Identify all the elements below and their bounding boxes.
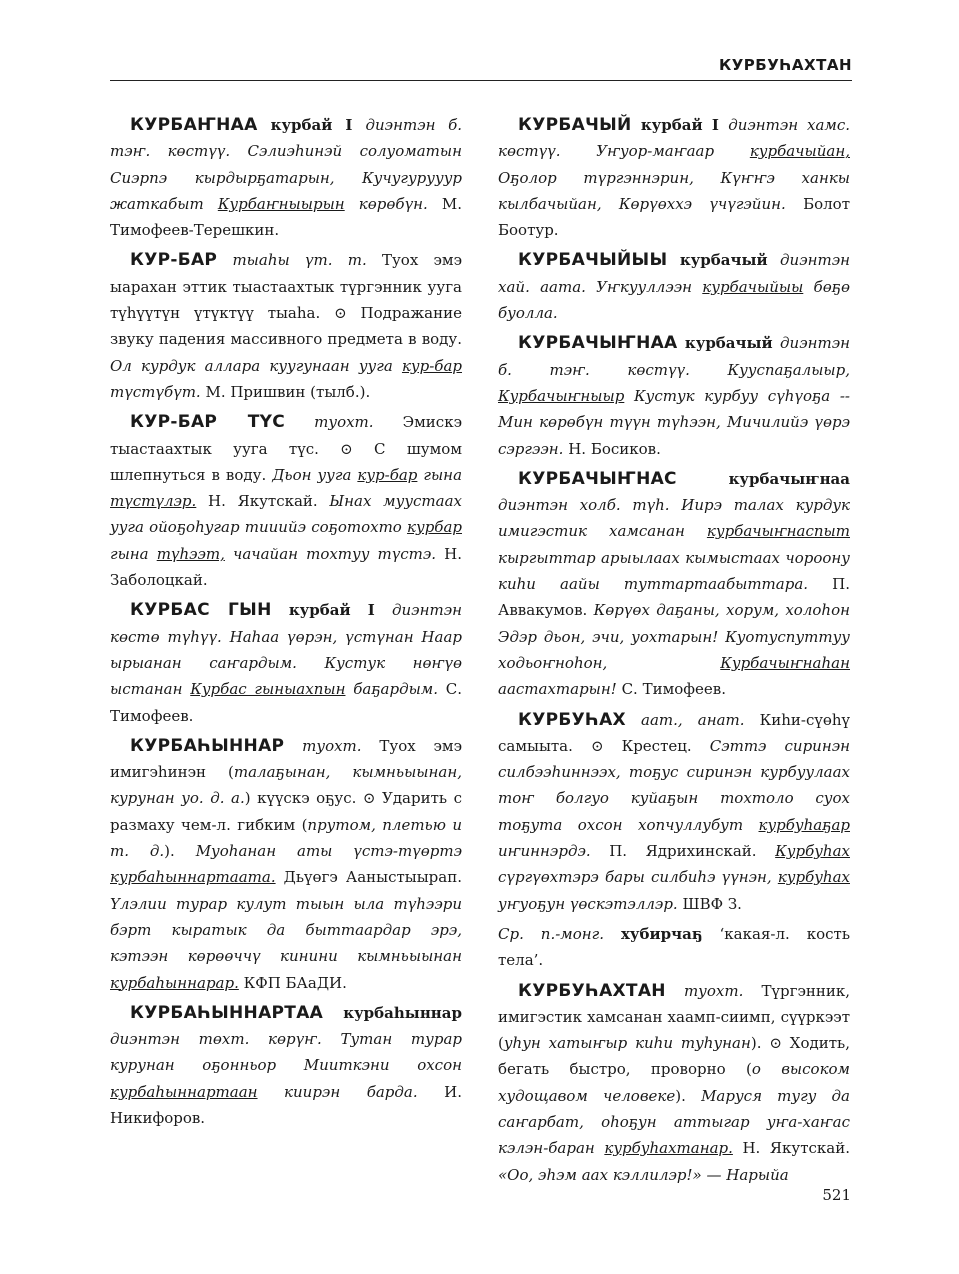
- entry-text: тыаһы үт. т.: [217, 251, 382, 270]
- headword: КУРБАЧЫЙЫЫ: [518, 250, 668, 271]
- entry-text: курбачыйан,: [749, 142, 850, 161]
- entry-text: Курбас гыныахпын: [190, 680, 346, 699]
- entry-text: Ср. п.-монг.: [498, 924, 621, 943]
- headword: КУР-БАР ТҮС: [130, 412, 286, 433]
- left-column: [110, 112, 462, 1135]
- right-column: [498, 112, 850, 1192]
- entry-text: ) күүскэ оҕус. ⊙ Ударить с размаху чем-л. гибким (: [110, 789, 462, 834]
- entry-text: уһун хатыҥыр киһи туһунан: [503, 1034, 751, 1053]
- entry-text: талаҕынан, кымньыынан, курунан уо. д. а.: [110, 763, 462, 808]
- dictionary-entry: [110, 409, 462, 593]
- entry-text: курбачыҥнаспыт: [706, 522, 850, 541]
- entry-text: Ол курдук аллара куугунаан ууга: [110, 356, 402, 375]
- headword: КУРБАС ГЫН: [130, 600, 272, 621]
- entry-text: Н. Заболоцкай.: [110, 544, 462, 590]
- entry-text: Эмискэ тыастаахтык ууга түс. ⊙ С шумом шлепнуться в воду.: [110, 413, 462, 484]
- entry-text: курбай I: [631, 116, 729, 134]
- entry-text: курбар: [407, 518, 462, 537]
- entry-text: курбуһах: [777, 868, 850, 887]
- entry-text: ). ⊙ Ходить, бегать быстро, проворно (: [498, 1034, 850, 1079]
- entry-text: диэнтэн көстө түһүү. Наһаа үөрэн, үстүнан Наар ырыанан саҥардым. Кустук нөҥүө ыстанан: [110, 601, 462, 699]
- entry-text: кур-бар: [357, 465, 418, 484]
- dictionary-entry: [498, 978, 850, 1188]
- entry-text: диэнтэн төхт. көрүҥ. Тутан турар курунан оҕонньор Мииткэни охсон: [110, 1030, 462, 1075]
- entry-text: Н. Якутскай.: [196, 492, 330, 511]
- dictionary-entry: [110, 247, 462, 405]
- entry-text: Туох эмэ имигэһинэн (: [110, 736, 462, 782]
- entry-text: курбачый: [677, 334, 781, 353]
- entry-text: түстүлэр.: [110, 492, 197, 511]
- entry-text: Үлэлии турар кулут тыын ыла түһээри бэрт кыратык да быттаардар эрэ, кэтээн көрөөччү кинини кымньыынан: [110, 894, 462, 966]
- entry-text: Курбуһах: [775, 842, 850, 861]
- entry-text: Ынах муустаах ууга ойоҕоһугар тииийэ соҕотохто: [110, 492, 462, 537]
- entry-text: кур-бар: [401, 356, 462, 375]
- entry-text: курбаһыннар: [323, 1003, 462, 1022]
- running-head-title: КУРБУҺАХТАН: [718, 56, 852, 74]
- dictionary-entry: [498, 466, 850, 703]
- entry-text: Маруся тугу да саҥарбат, оһоҕун аттыгар уҥа-хаҥас кэлэн-баран: [498, 1086, 850, 1158]
- headword: КУРБАҤНАА: [130, 115, 258, 135]
- entry-text: ШВФ З.: [677, 894, 742, 913]
- entry-text: курбачый: [667, 251, 781, 270]
- entry-text: ).: [675, 1086, 702, 1105]
- entry-text: туохт.: [665, 981, 762, 1000]
- dictionary-entry: [110, 597, 462, 728]
- headword: КУРБУҺАХ: [518, 709, 626, 730]
- entry-text: курбаһыннартаата.: [110, 868, 276, 887]
- entry-text: киирэн барда.: [257, 1082, 418, 1101]
- entry-text: иҥиннэрдэ.: [498, 842, 591, 861]
- entry-text: курбай I: [257, 116, 366, 134]
- entry-text: курбачыҥнаа: [676, 469, 850, 488]
- entry-text: аастахтарын!: [498, 680, 617, 699]
- entry-text: Курбачыҥнаһан: [720, 653, 850, 672]
- entry-text: С. Тимофеев.: [110, 680, 462, 725]
- entry-text: Сэттэ сиринэн силбээһиннээх, тоҕус сиринэн курбуулаах тоҥ болгуо куйаҕын тохтоло суох тоҕута охсон хопчуллубут: [498, 736, 850, 834]
- entry-text: «Оо, эһэм аах кэллилэр!» — Нарыйа: [498, 1165, 789, 1184]
- entry-text: П. Аввакумов.: [498, 575, 850, 620]
- entry-text: баҕардым.: [345, 680, 438, 699]
- entry-text: хубирчаҕ: [620, 924, 703, 943]
- entry-text: диэнтэн хай. аата. Уҥкууллээн: [498, 251, 850, 296]
- entry-text: диэнтэн б. тэҥ. көстүү. Кууспаҕалыыр,: [498, 334, 850, 379]
- entry-text: диэнтэн б. тэҥ. көстүү. Сэлиэһинэй солуоматын Сиэрпэ кырдырҕатарын, Кучугурууур жаткабыт: [110, 116, 462, 213]
- entry-text: курбачыйыы: [702, 277, 804, 296]
- dictionary-entry: [498, 707, 850, 917]
- entry-text: Болот Боотур.: [498, 194, 850, 240]
- entry-text: Курбачыҥныыр: [498, 386, 625, 405]
- entry-text: Н. Якутскай.: [732, 1139, 850, 1158]
- entry-text: кыргыттар арыылаах кымыстаах чороону киһи аайы туттартаабыттара.: [498, 548, 850, 594]
- entry-text: КФП БАаДИ.: [238, 973, 347, 992]
- headword: КУРБАЧЫҤНАС: [518, 468, 677, 489]
- dictionary-entry: [110, 733, 462, 996]
- dictionary-entry: [110, 1000, 462, 1131]
- running-header: [110, 50, 852, 81]
- entry-text: диэнтэн хамс. көстүү. Уҥуор-маҥаар: [498, 116, 850, 161]
- entry-text: көрөбүн.: [344, 194, 428, 213]
- headword: КУРБАЧЫЙ: [518, 115, 632, 135]
- entry-text: М. Тимофеев-Терешкин.: [110, 194, 462, 240]
- entry-text: түстүбүт.: [110, 382, 201, 401]
- entry-text: диэнтэн холб. түһ. Иирэ талах курдук имигэстик хамсанан: [498, 496, 850, 541]
- headword: КУРБАҺЫННАР: [130, 735, 285, 756]
- page-number: 521: [822, 1186, 851, 1204]
- headword: КУРБУҺАХТАН: [518, 980, 666, 1001]
- entry-text: С. Тимофеев.: [616, 680, 727, 699]
- entry-text: курбуһахтанар.: [604, 1139, 733, 1158]
- entry-text: Курбаҥныырын: [217, 194, 345, 213]
- entry-text: Киһи-сүөһү самыыта. ⊙ Крестец.: [498, 710, 850, 755]
- entry-text: П. Ядрихинскай.: [590, 842, 776, 861]
- entry-text: аат., анат.: [625, 710, 760, 729]
- entry-text: о высоком худощавом человеке: [498, 1060, 850, 1105]
- entry-text: ).: [164, 842, 196, 861]
- entry-text: түһээт,: [156, 544, 225, 563]
- entry-text: курбай I: [271, 601, 393, 620]
- entry-text: гына: [417, 465, 463, 484]
- entry-text: Дьон ууга: [272, 465, 358, 484]
- entry-text: курбаһыннартаан: [110, 1082, 258, 1101]
- entry-text: сүргүөхтэрэ бары силбиһэ үүнэн,: [498, 868, 778, 887]
- dictionary-entry: [110, 112, 462, 243]
- entry-text: М. Пришвин (тылб.).: [200, 382, 371, 401]
- entry-text: курбаһыннарар.: [110, 973, 239, 992]
- entry-text: И. Никифоров.: [110, 1082, 462, 1127]
- headword: КУР-БАР: [130, 250, 218, 271]
- entry-text: уҥуоҕун үөскэтэллэр.: [498, 894, 678, 913]
- dictionary-entry: [498, 921, 850, 974]
- entry-text: Дьүөгэ Ааныстыырап.: [275, 868, 462, 887]
- dictionary-entry: [498, 112, 850, 243]
- entry-text: гына: [110, 544, 157, 563]
- entry-text: Түргэнник, имигэстик хамсанан хаамп-сиимп, сүүркээт (: [498, 981, 850, 1053]
- dictionary-entry: [498, 330, 850, 461]
- entry-text: Көрүөх даҕаны, хорум, холоһон Эдэр дьон, эчи, уохтарын! Куотуспуттуу ходьоҥноһон,: [498, 601, 850, 672]
- entry-text: ‘какая-л. кость тела’.: [498, 924, 851, 970]
- entry-text: Н. Босиков.: [563, 439, 661, 458]
- entry-text: курбуһаҕар: [758, 815, 850, 834]
- entry-text: Кустук курбуу сүһүоҕа -- Мин көрөбүн түүн түһээн, Мичилийэ үөрэ сэргээн.: [498, 386, 850, 458]
- entry-text: прутом, плетью и т. д.: [110, 815, 462, 861]
- entry-text: Оҕолор түргэннэрин, Күҥҥэ ханкы кылбачыйан, Көрүөххэ үчүгэйин.: [498, 168, 850, 213]
- entry-text: чачайан тохтуу түстэ.: [224, 544, 437, 563]
- entry-text: бөҕө буолла.: [498, 277, 850, 323]
- headword: КУРБАҺЫННАРТАА: [130, 1002, 324, 1023]
- entry-text: туохт.: [285, 413, 403, 432]
- entry-text: Муоһанан аты үстэ-түөртэ: [195, 842, 462, 861]
- dictionary-entry: [498, 247, 850, 326]
- entry-text: туохт.: [284, 736, 380, 755]
- headword: КУРБАЧЫҤНАА: [518, 333, 678, 354]
- entry-text: Туох эмэ ыарахан эттик тыастаахтык түргэнник ууга түһүүтүн үтүктүү тыаһа. ⊙ Подражание звуку падения массивного предмета в воду.: [110, 251, 462, 349]
